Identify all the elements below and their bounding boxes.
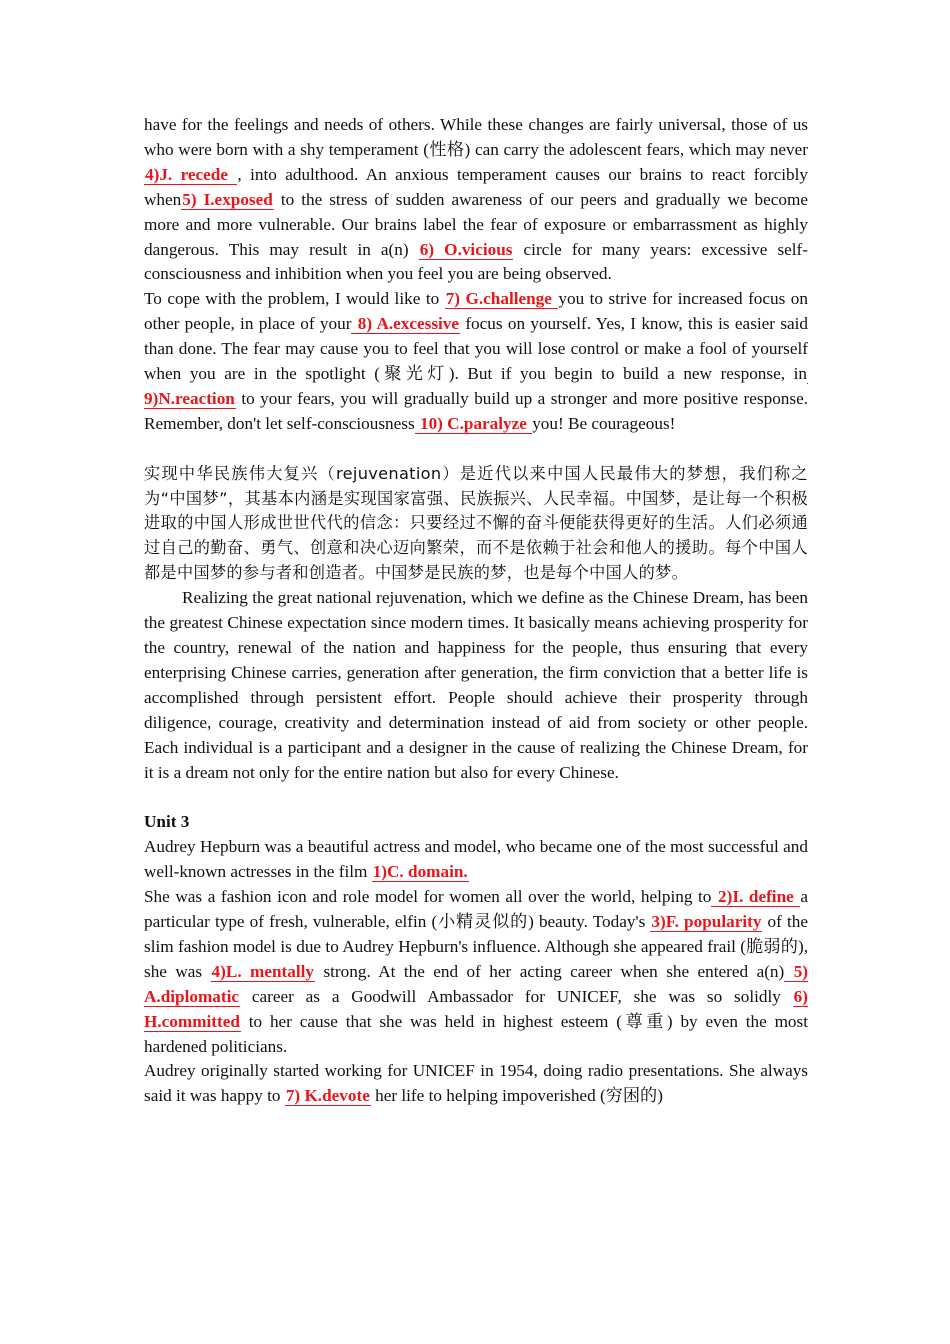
spacer <box>144 785 808 810</box>
text: focus on yourself. Yes, I know, this is easier said than done. The fear may cause you to feel that you will lose control or make a fool of yourself when you are in the spotlight (聚光灯). But if you begin to build a new response, in <box>144 314 809 384</box>
answer-4-mentally[interactable]: 4)L. mentally <box>211 961 315 981</box>
answer-5-exposed[interactable]: 5) I.exposed <box>182 189 273 209</box>
answer-7-devote[interactable]: 7) K.devote <box>285 1086 370 1106</box>
english-translation: Realizing the great national rejuvenation, which we define as the Chinese Dream, has been the greatest Chinese expectation since modern times. It basically means achieving prosperity for the country, renewal of the nation and happiness for the people, thus ensuring that every enterprising Chinese carries, generation after generation, the firm conviction that a better life is accomplished through persistent effort. People should achieve their prosperity through diligence, courage, creativity and determination instead of aid from society or other people. Each individual is a participant and a designer in the cause of realizing the Chinese Dream, for it is a dream not only for the entire nation but also for every Chinese. <box>144 588 808 782</box>
answer-10-paralyze[interactable]: 10) C.paralyze <box>415 413 532 433</box>
answer-3-popularity[interactable]: 3)F. popularity <box>651 911 762 931</box>
answer-7-challenge[interactable]: 7) G.challenge <box>445 289 558 309</box>
text: Audrey Hepburn was a beautiful actress and model, who became one of the most successful and well-known actresses in the film <box>144 837 808 882</box>
answer-6-committed[interactable]: 6) H.committed <box>144 986 808 1031</box>
text: her life to helping impoverished (穷困的) <box>370 1086 663 1106</box>
answer-2-define[interactable]: 2)I. define <box>712 887 800 907</box>
paragraph-shy-temperament <box>144 113 808 287</box>
answer-6-vicious[interactable]: 6) O.vicious <box>419 239 513 259</box>
chinese-passage: 实现中华民族伟大复兴（rejuvenation）是近代以来中国人民最伟大的梦想，我们称之为“中国梦”，其基本内涵是实现国家富强、民族振兴、人民幸福。中国梦，是让每一个积极进取的中国人形成世世代代的信念：只要经过不懈的奋斗便能获得更好的生活。人们必须通过自己的勤奋、勇气、创意和决心迈向繁荣，而不是依赖于社会和他人的援助。每个中国人都是中国梦的参与者和创造者。中国梦是民族的梦，也是每个中国人的梦。 <box>144 463 808 583</box>
text: , into adulthood. An anxious temperament causes our brains to react forcibly when <box>144 164 808 209</box>
answer-5-diplomatic[interactable]: 5) A.diplomatic <box>144 961 809 1006</box>
text: to her cause that she was held in highest esteem (尊重) by even the most hardened politicians. <box>144 1011 808 1056</box>
document-page <box>144 113 808 1109</box>
text: of the slim fashion model is due to Audrey Hepburn's influence. Although she appeared frail (脆弱的), she was <box>144 911 808 981</box>
paragraph-cope <box>144 287 808 436</box>
text: To cope with the problem, I would like to <box>144 289 445 309</box>
answer-1-domain[interactable]: 1)C. domain. <box>372 862 468 882</box>
spacer <box>144 437 808 462</box>
text: a particular type of fresh, vulnerable, elfin (小精灵似的) beauty. Today's <box>144 887 809 931</box>
answer-8-excessive[interactable]: 8) A.excessive <box>352 314 460 334</box>
text: strong. At the end of her acting career when she entered a(n) <box>315 961 785 981</box>
text: to the stress of sudden awareness of our peers and gradually we become more and more vulnerable. Our brains label the fear of exposure or embarrassment as highly dangerous. This may result in a(n) <box>144 189 808 259</box>
paragraph-audrey-intro <box>144 835 808 885</box>
text: Audrey originally started working for UNICEF in 1954, doing radio presentations. She always said it was happy to <box>144 1061 808 1106</box>
text: career as a Goodwill Ambassador for UNICEF, she was so solidly <box>240 986 793 1006</box>
text: She was a fashion icon and role model for women all over the world, helping to <box>144 887 712 907</box>
answer-9-reaction[interactable]: 9)N.reaction <box>144 364 808 409</box>
text: circle for many years: excessive self-consciousness and inhibition when you feel you are being observed. <box>144 239 808 284</box>
text: you to strive for increased focus on other people, in place of your <box>144 289 808 334</box>
paragraph-audrey-icon <box>144 885 808 1059</box>
text: have for the feelings and needs of others. While these changes are fairly universal, those of us who were born with a shy temperament (性格) can carry the adolescent fears, which may never <box>144 115 808 159</box>
paragraph-audrey-unicef <box>144 1059 808 1109</box>
text: you! Be courageous! <box>532 413 676 433</box>
text: to your fears, you will gradually build up a stronger and more positive response. Remember, don't let self-consciousness <box>144 388 808 433</box>
answer-4-recede[interactable]: 4)J. recede <box>145 164 237 184</box>
unit-heading: Unit 3 <box>144 812 190 832</box>
